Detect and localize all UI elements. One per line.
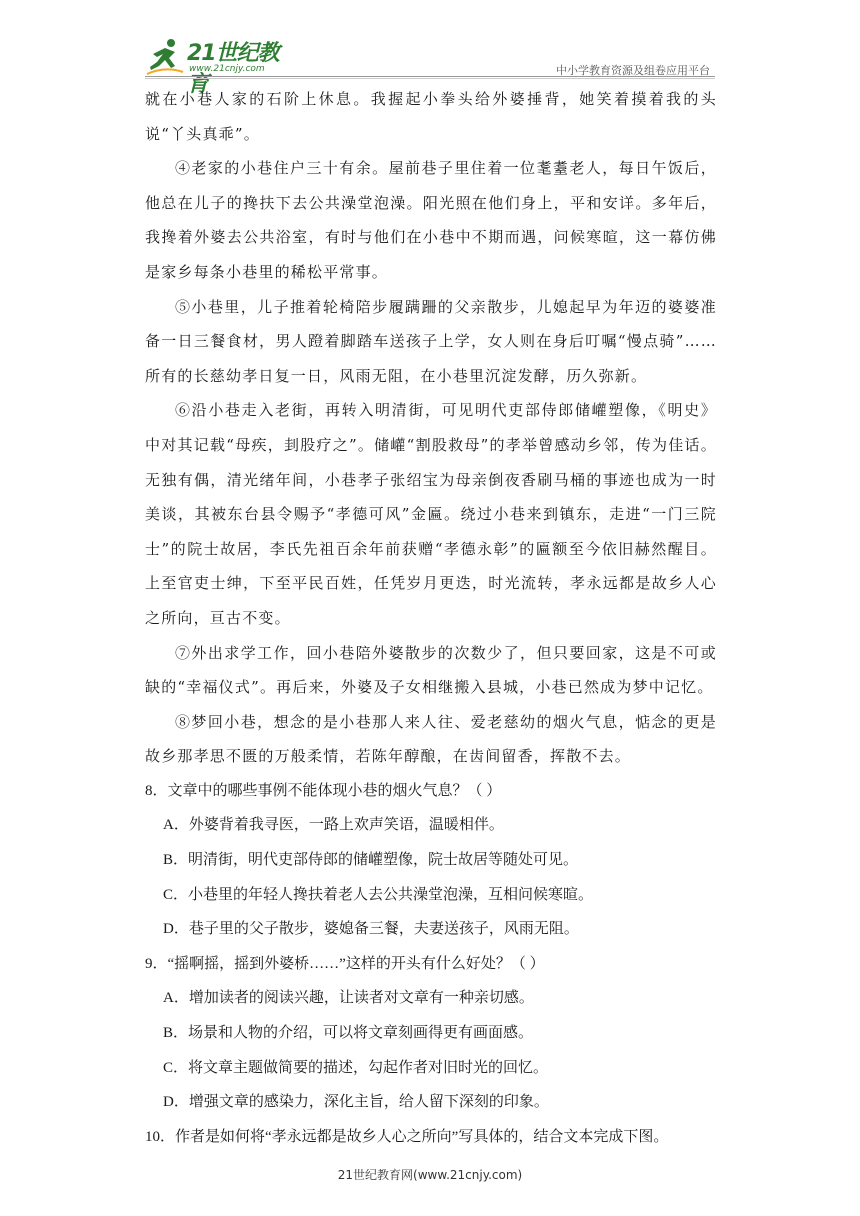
platform-label: 中小学教育资源及组卷应用平台 <box>556 64 710 77</box>
answer-option[interactable]: A．增加读者的阅读兴趣，让读者对文章有一种亲切感。 <box>163 990 534 1007</box>
runner-icon <box>145 36 185 76</box>
logo-url: www.21cnjy.com <box>189 64 265 74</box>
question-stem: 9．“摇啊摇，摇到外婆桥……”这样的开头有什么好处？（ ） <box>145 955 545 972</box>
passage-paragraph: ④老家的小巷住户三十有余。屋前巷子里住着一位耄耋老人，每日午饭后，他总在儿子的搀扶下去公共澡堂泡澡。阳光照在他们身上，平和安详。多年后，我搀着外婆去公共浴室，有时与他们在小巷中不期而遇，问候寒暄，这一幕仿佛是家乡每条小巷里的稀松平常事。 <box>145 159 717 281</box>
logo-text: 21世纪教育 <box>187 41 279 97</box>
passage-paragraph: ⑤小巷里，儿子推着轮椅陪步履蹒跚的父亲散步，儿媳起早为年迈的婆婆准备一日三餐食材，男人蹬着脚踏车送孩子上学，女人则在身后叮嘱“慢点骑”…… 所有的长慈幼孝日复一日，风雨无阻，在小巷里沉淀发酵，历久弥新。 <box>145 297 717 385</box>
document-body <box>145 82 717 1154</box>
question-stem: 8．文章中的哪些事例不能体现小巷的烟火气息？（ ） <box>145 782 502 799</box>
answer-option[interactable]: C．小巷里的年轻人搀扶着老人去公共澡堂泡澡，互相问候寒暄。 <box>163 886 594 903</box>
answer-option[interactable]: B．明清街，明代吏部侍郎的储巏塑像，院士故居等随处可见。 <box>163 852 579 869</box>
question-8 <box>145 774 717 947</box>
answer-option[interactable]: A．外婆背着我寻医，一路上欢声笑语，温暖相伴。 <box>163 817 504 834</box>
passage-paragraph: ⑦外出求学工作，回小巷陪外婆散步的次数少了，但只要回家，这是不可或缺的“幸福仪式”。再后来，外婆及子女相继搬入县城，小巷已然成为梦中记忆。 <box>145 643 717 697</box>
passage-paragraph: 就在小巷人家的石阶上休息。我握起小拳头给外婆捶背，她笑着摸着我的头说“丫头真乖”。 <box>145 90 717 143</box>
reading-passage <box>145 82 717 774</box>
answer-option[interactable]: D．巷子里的父子散步，婆媳备三餐，夫妻送孩子，风雨无阻。 <box>163 921 579 938</box>
question-stem: 10．作者是如何将“孝永远都是故乡人心之所向”写具体的，结合文本完成下图。 <box>145 1128 669 1145</box>
header-divider-secondary <box>145 78 715 79</box>
page-header <box>0 0 860 97</box>
passage-paragraph: ⑧梦回小巷，想念的是小巷那人来人往、爱老慈幼的烟火气息，惦念的更是故乡那孝思不匮的万般柔情，若陈年醇酿，在齿间留香，挥散不去。 <box>145 712 717 766</box>
question-9 <box>145 947 717 1120</box>
passage-paragraph: ⑥沿小巷走入老街，再转入明清街，可见明代吏部侍郎储巏塑像，《明史》中对其记载“母疾，刲股疗之”。储巏“割股救母”的孝举曾感动乡邻，传为佳话。无独有偶，清光绪年间，小巷孝子张绍宝为母亲倒夜香刷马桶的事迹也成为一时美谈，其被东台县令赐予“孝德可风”金匾。绕过小巷来到镇东，走进“一门三院士”的院士故居，李氏先祖百余年前获赠“孝德永彰”的匾额至今依旧赫然醒目。上至官吏士绅，下至平民百姓，任凭岁月更迭，时光流转，孝永远都是故乡人心之所向，亘古不变。 <box>145 401 717 627</box>
answer-option[interactable]: D．增强文章的感染力，深化主旨，给人留下深刻的印象。 <box>163 1094 549 1111</box>
answer-option[interactable]: B．场景和人物的介绍，可以将文章刻画得更有画面感。 <box>163 1025 534 1042</box>
page-footer: 21世纪教育网(www.21cnjy.com) <box>337 1168 523 1182</box>
site-logo <box>145 36 285 97</box>
question-10 <box>145 1120 717 1155</box>
header-divider <box>145 76 715 77</box>
answer-option[interactable]: C．将文章主题做简要的描述，勾起作者对旧时光的回忆。 <box>163 1059 549 1076</box>
